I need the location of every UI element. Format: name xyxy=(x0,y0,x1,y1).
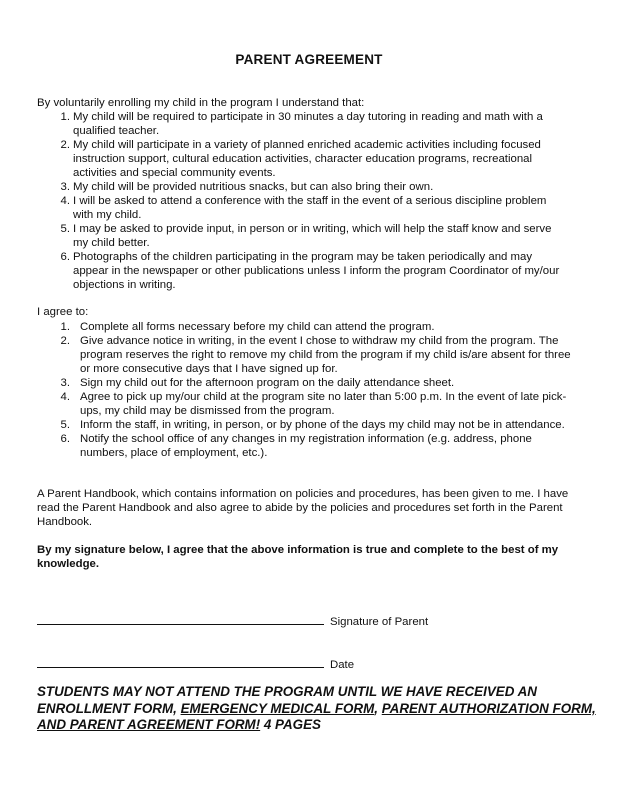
list-item xyxy=(52,110,562,138)
warning-prefix: STUDENTS MAY NOT ATTEND THE PROGRAM UNTIL WE HAVE RECEIVED AN ENROLLMENT FORM, xyxy=(37,684,537,716)
warning-separator: , xyxy=(374,700,382,716)
item-text: My child will participate in a variety of planned enriched academic activities including focused instruction support, cultural education activities, character education programs, recreational activities and special community events. xyxy=(73,139,541,179)
list-item xyxy=(52,180,562,194)
signature-label: Signature of Parent xyxy=(330,616,429,628)
item-text: Inform the staff, in writing, in person, or by phone of the days my child may not be in attendance. xyxy=(80,419,565,431)
item-text: My child will be provided nutritious snacks, but can also bring their own. xyxy=(73,181,434,193)
item-text: I will be asked to attend a conference with the staff in the event of a serious discipline problem with my child. xyxy=(73,195,547,221)
list-item xyxy=(52,376,572,390)
item-text: Give advance notice in writing, in the event I chose to withdraw my child from the program. The program reserves the right to remove my child from the program if my child is/are absent for three or more consecutive days that I have signed up for. xyxy=(80,335,571,375)
item-number: 4. xyxy=(60,391,70,403)
item-text: Notify the school office of any changes in my registration information (e.g. address, phone numbers, place of employment, etc.). xyxy=(80,433,532,459)
item-text: Photographs of the children participating in the program may be taken periodically and may appear in the newspaper or other publications unless I inform the program Coordinator of my/our objections in writing. xyxy=(73,251,560,291)
agree-intro-text: I agree to: xyxy=(37,306,89,318)
item-number: 2. xyxy=(60,335,70,347)
item-number: 2. xyxy=(60,139,70,151)
understand-list xyxy=(52,110,562,292)
list-item xyxy=(52,138,562,180)
handbook-paragraph: A Parent Handbook, which contains information on policies and procedures, has been given to me. I have read the Parent Handbook and also agree to abide by the policies and procedures set forth in the Parent Handbook. xyxy=(37,488,569,528)
warning-form-authorization: PARENT AUTHORIZATION FORM, AND PARENT AGREEMENT FORM! xyxy=(37,700,596,732)
list-item xyxy=(52,432,572,460)
item-text: My child will be required to participate in 30 minutes a day tutoring in reading and math with a qualified teacher. xyxy=(73,111,543,137)
warning-form-medical: EMERGENCY MEDICAL FORM xyxy=(180,700,375,716)
date-label: Date xyxy=(330,659,355,671)
intro-text: By voluntarily enrolling my child in the program I understand that: xyxy=(37,97,365,109)
list-item xyxy=(52,222,562,250)
agree-list xyxy=(52,320,572,460)
item-text: Complete all forms necessary before my child can attend the program. xyxy=(80,321,435,333)
parent-signature-line xyxy=(37,612,428,628)
item-number: 6. xyxy=(60,251,70,263)
list-item xyxy=(52,390,572,418)
list-item xyxy=(52,320,572,334)
item-number: 1. xyxy=(60,321,70,333)
item-number: 1. xyxy=(60,111,70,123)
page-title: PARENT AGREEMENT xyxy=(235,52,383,67)
item-text: I may be asked to provide input, in person or in writing, which will help the staff know and serve my child better. xyxy=(73,223,552,249)
warning-notice xyxy=(37,684,597,734)
item-number: 3. xyxy=(60,377,70,389)
item-number: 6. xyxy=(60,433,70,445)
list-item xyxy=(52,250,562,292)
signature-field[interactable] xyxy=(37,612,324,625)
list-item xyxy=(52,334,572,376)
item-number: 3. xyxy=(60,181,70,193)
warning-suffix: 4 PAGES xyxy=(260,717,321,732)
date-field[interactable] xyxy=(37,655,324,668)
item-number: 4. xyxy=(60,195,70,207)
list-item xyxy=(52,418,572,432)
item-number: 5. xyxy=(60,223,70,235)
list-item xyxy=(52,194,562,222)
signature-statement: By my signature below, I agree that the above information is true and complete to the best of my knowledge. xyxy=(37,544,559,570)
date-line xyxy=(37,655,354,671)
item-text: Agree to pick up my/our child at the program site no later than 5:00 p.m. In the event of late pick-ups, my child may be dismissed from the program. xyxy=(80,391,567,417)
item-number: 5. xyxy=(60,419,70,431)
item-text: Sign my child out for the afternoon program on the daily attendance sheet. xyxy=(80,377,455,389)
